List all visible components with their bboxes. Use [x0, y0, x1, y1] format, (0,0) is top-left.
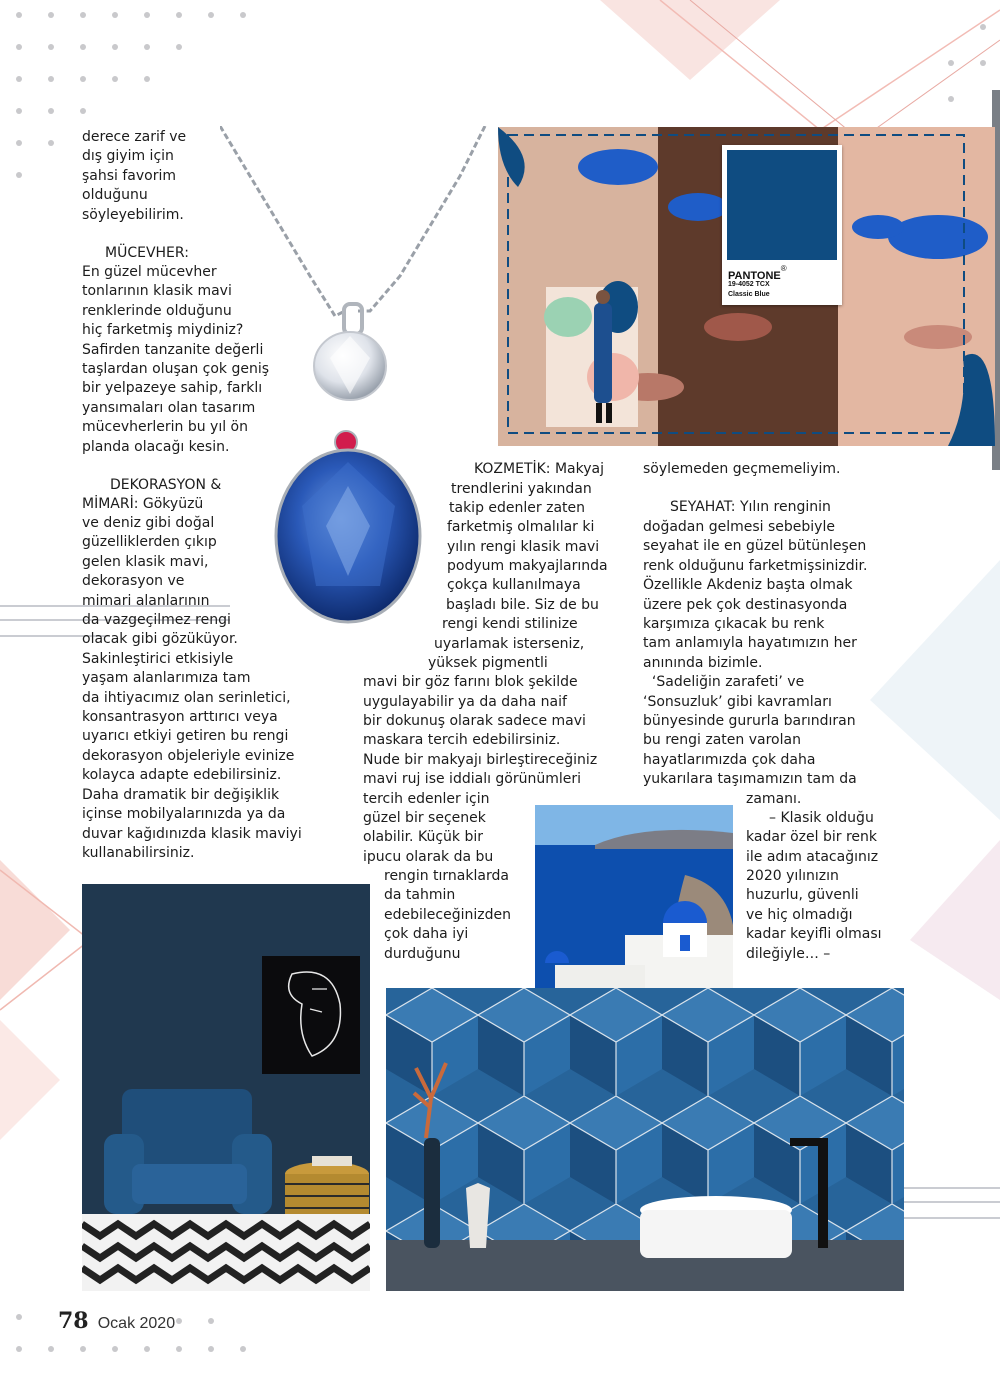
mucevher-heading: MÜCEVHER:: [105, 245, 189, 261]
dekorasyon-heading-line2: [82, 495, 203, 514]
kozmetik-body-line: rengi kendi stilinize: [442, 616, 578, 632]
kozmetik-body-line: durduğunu: [384, 946, 461, 962]
closing-body-line: ile adım atacağınız: [746, 849, 879, 865]
pantone-code: 19-4052 TCX: [728, 281, 770, 288]
blue-makeup-collage: [498, 127, 995, 446]
kozmetik-body-line: çokça kullanılmaya: [447, 577, 581, 593]
kozmetik-body-line: yılın rengi klasik mavi: [447, 539, 600, 555]
mucevher-body: En güzel mücevher tonlarının klasik mavi renklerinde olduğunu hiç farketmiş miydiniz? Safirden tanzanite değerli taşlardan oluşan çok geniş bir yelpazeye sahip, farklı yansımaları olan tasarım mücevherlerin bu yıl ön planda olacağı kesin.: [82, 264, 270, 455]
seyahat-body: doğadan gelmesi sebebiyle seyahat ile en güzel bütünleşen renk olduğunu farketmişsinizdir. Özellikle Akdeniz başta olmak üzere pek çok destinasyonda karşımıza çıkacak bu renk tam anlamıyla hayatımızın her anınında bizimle. ‘Sadeliğin zarafeti’ ve ‘Sonsuzluk’ gibi kavramları bünyesinde gururla barındıran bu rengi zaten varolan hayatlarımızda çok daha yukarılara taşımamızın tam da: [643, 519, 868, 788]
kozmetik-heading: KOZMETİK:: [474, 461, 551, 477]
dekorasyon-body-first: Gökyüzü: [138, 496, 204, 512]
kozmetik-body-line: mavi bir göz farını blok şekilde: [363, 674, 578, 690]
closing-body-line: – Klasik olduğu: [769, 810, 874, 826]
kozmetik-body-line: uyarlamak isterseniz,: [434, 636, 585, 652]
closing-body-line: 2020 yılınızın: [746, 868, 839, 884]
closing-body-line: huzurlu, güvenli: [746, 887, 859, 903]
pantone-brand: PANTONE: [728, 270, 781, 282]
pantone-swatch: [727, 150, 837, 260]
issue-date: Ocak 2020: [97, 1315, 176, 1332]
kozmetik-body-line: çok daha iyi: [384, 926, 469, 942]
kozmetik-body-line: Nude bir makyajı birleştireceğiniz: [363, 752, 598, 768]
pantone-color-name: Classic Blue: [728, 291, 770, 298]
kozmetik-body-line: güzel bir seçenek: [363, 810, 486, 826]
closing-body-line: zamanı.: [746, 791, 802, 807]
page-number: 78: [58, 1308, 89, 1334]
pantone-card: [722, 145, 842, 305]
kozmetik-body-line: mavi ruj ise iddialı görünümleri: [363, 771, 582, 787]
column1-intro: derece zarif ve dış giyim için şahsi favorim olduğunu söyleyebilirim.: [82, 129, 187, 223]
dekorasyon-body: ve deniz gibi doğal güzelliklerden çıkıp gelen klasik mavi, dekorasyon ve mimari alanlarının da vazgeçilmez rengi olacak gibi gözüküyor. Sakinleştirici etkisiyle yaşam alanlarımıza tam da ihtiyacımız olan serinletici, konsantrasyon arttırıcı veya uyarıcı etkiyi getiren bu rengi dekorasyon objeleriyle evinize kolayca adapte edebilirsiniz. Daha dramatik bir değişiklik içinse mobilyalarınızda ya da duvar kağıdınızda klasik maviyi kullanabilirsiniz.: [82, 515, 302, 861]
closing-body-line: ve hiç olmadığı: [746, 907, 853, 923]
kozmetik-body-line: da tahmin: [384, 887, 456, 903]
seyahat-heading: SEYAHAT:: [670, 499, 736, 515]
kozmetik-body-line: maskara tercih edebilirsiniz.: [363, 732, 561, 748]
kozmetik-body-line: takip edenler zaten: [449, 500, 586, 516]
seyahat-first: Yılın renginin: [735, 499, 831, 515]
kozmetik-heading-line: [474, 460, 604, 479]
kozmetik-body-line: yüksek pigmentli: [428, 655, 548, 671]
santorini-photo: [535, 805, 733, 1003]
column3-intro: söylemeden geçmemeliyim.: [643, 461, 841, 477]
page-footer: [58, 1308, 175, 1334]
kozmetik-body-line: farketmiş olmalılar ki: [447, 519, 595, 535]
kozmetik-body-line: edebileceğinizden: [384, 907, 511, 923]
kozmetik-body-line: podyum makyajlarında: [447, 558, 608, 574]
dekorasyon-heading: DEKORASYON &: [110, 477, 222, 493]
kozmetik-body-line: trendlerini yakından: [451, 481, 592, 497]
closing-body-line: kadar keyifli olması: [746, 926, 882, 942]
blue-armchair-photo: [82, 884, 370, 1291]
pantone-registered-mark: ®: [780, 264, 787, 273]
kozmetik-body-line: ipucu olarak da bu: [363, 849, 494, 865]
closing-body-line: dileğiyle… –: [746, 946, 831, 962]
blue-tile-bathroom-photo: [386, 988, 904, 1291]
kozmetik-body-line: rengin tırnaklarda: [384, 868, 509, 884]
dekorasyon-heading-mimari: MİMARİ:: [82, 496, 139, 512]
closing-body-line: kadar özel bir renk: [746, 829, 878, 845]
kozmetik-first: Makyaj: [550, 461, 605, 477]
seyahat-heading-line: [670, 498, 831, 517]
kozmetik-body-line: olabilir. Küçük bir: [363, 829, 483, 845]
kozmetik-body-line: bir dokunuş olarak sadece mavi: [363, 713, 586, 729]
kozmetik-body-line: uygulayabilir ya da daha naif: [363, 694, 567, 710]
kozmetik-body-line: başladı bile. Siz de bu: [446, 597, 599, 613]
kozmetik-body-line: tercih edenler için: [363, 791, 490, 807]
